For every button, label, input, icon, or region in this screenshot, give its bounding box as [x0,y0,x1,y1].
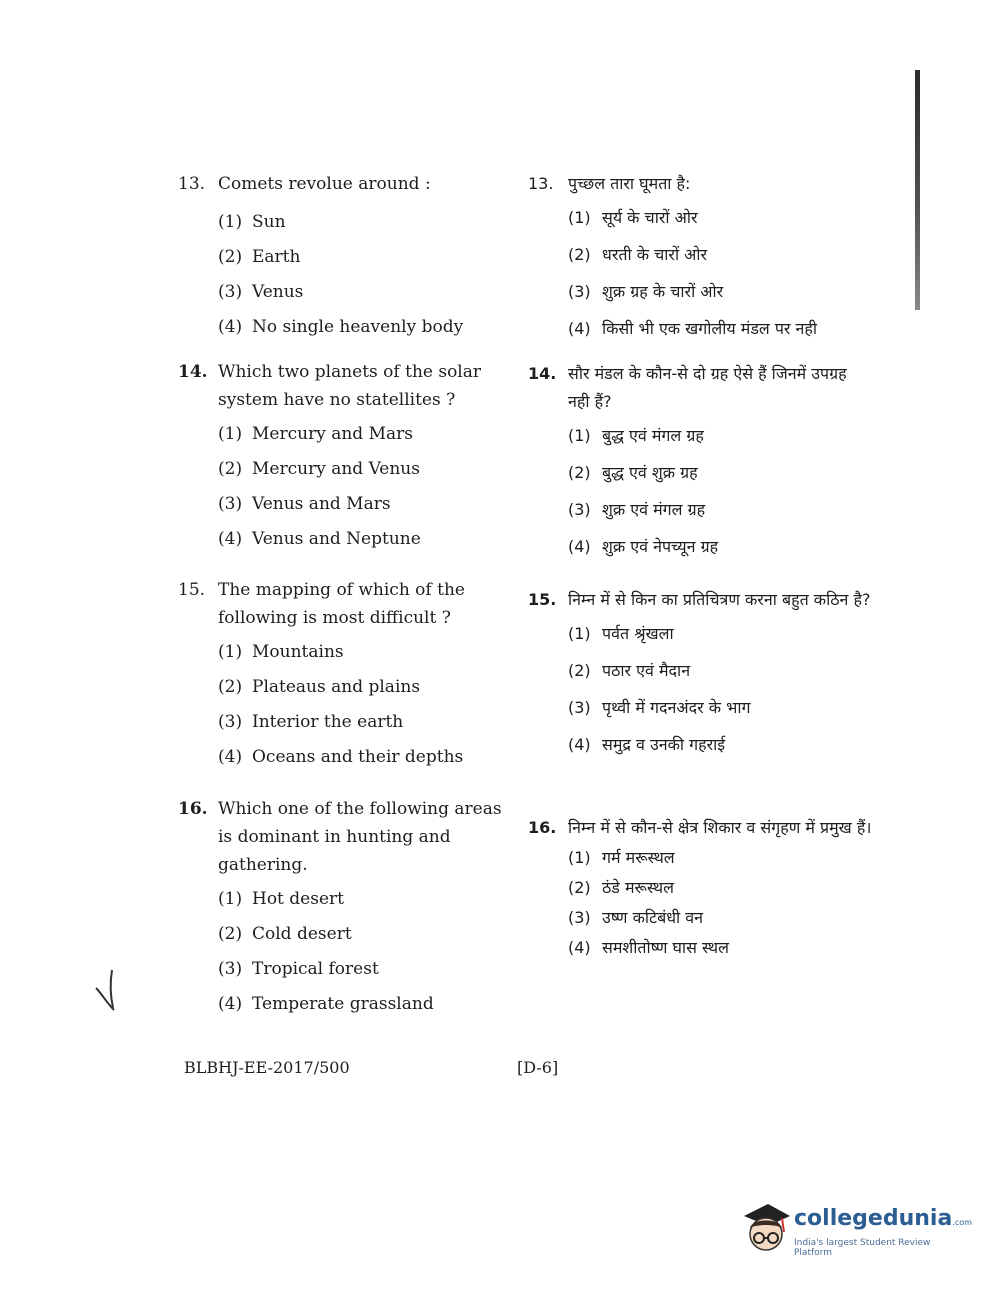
logo-tagline: India's largest Student Review Platform [794,1238,931,1258]
option: (3) पृथ्वी में गदनअंदर के भाग [568,698,751,717]
question-stem: Which one of the following areas is dominant in hunting and gathering. [218,799,502,875]
question-number: 15. [528,590,557,609]
question-stem: सौर मंडल के कौन-से दो ग्रह ऐसे हैं जिनमें उपग्रह नही हैं? [568,364,847,411]
question-number: 16. [528,818,557,837]
option: (3) उष्ण कटिबंधी वन [568,908,704,927]
option: (2) Cold desert [218,924,352,944]
question-number: 13. [178,174,206,194]
option: (3) शुक्र ग्रह के चारों ओर [568,282,724,301]
option: (3) Venus [218,282,304,302]
question-number: 15. [178,580,206,600]
question-stem: Which two planets of the solar system have no statellites ? [218,362,482,410]
option: (2) बुद्ध एवं शुक्र ग्रह [568,463,698,482]
option: (1) बुद्ध एवं मंगल ग्रह [568,426,704,445]
question-stem: Comets revolue around : [218,174,431,194]
option: (1) Mountains [218,642,344,662]
option: (3) Interior the earth [218,712,404,732]
question-stem: निम्न में से किन का प्रतिचित्रण करना बहुत कठिन है? [568,590,871,609]
option: (3) Tropical forest [218,959,379,979]
question-number: 16. [178,799,208,819]
question-number: 13. [528,174,554,193]
handwritten-mark [92,968,122,1014]
question-15-hi [528,586,873,768]
question-13-en [178,170,518,348]
question-stem: पुच्छल तारा घूमता है: [568,174,691,193]
question-stem: The mapping of which of the following is most difficult ? [218,580,465,628]
option: (4) किसी भी एक खगोलीय मंडल पर नही [568,319,818,338]
option: (1) पर्वत श्रृंखला [568,624,674,643]
collegedunia-logo [738,1198,972,1260]
option: (2) ठंडे मरूस्थल [568,878,674,897]
option: (2) Earth [218,247,301,267]
option: (4) शुक्र एवं नेपच्यून ग्रह [568,537,719,556]
option: (1) गर्म मरूस्थल [568,848,675,867]
option: (2) धरती के चारों ओर [568,245,708,264]
mascot-icon [738,1198,792,1258]
logo-wordmark: collegedunia.com [794,1206,972,1231]
option: (4) समशीतोष्ण घास स्थल [568,938,729,957]
question-number: 14. [528,364,557,383]
option: (2) Plateaus and plains [218,677,421,697]
option: (2) Mercury and Venus [218,459,420,479]
question-number: 14. [178,362,208,382]
option: (4) No single heavenly body [218,317,464,337]
page-code: [D-6] [517,1058,559,1077]
question-15-en [178,576,518,778]
question-13-hi [528,170,873,352]
option: (4) समुद्र व उनकी गहराई [568,735,726,754]
question-14-hi [528,360,873,570]
question-14-en [178,358,518,560]
option: (4) Oceans and their depths [218,747,464,767]
option: (1) Sun [218,212,286,232]
option: (1) Hot desert [218,889,344,909]
option: (4) Temperate grassland [218,994,434,1014]
option: (4) Venus and Neptune [218,529,421,549]
question-stem: निम्न में से कौन-से क्षेत्र शिकार व संगृहण में प्रमुख हैं। [568,818,872,837]
option: (1) Mercury and Mars [218,424,413,444]
option: (2) पठार एवं मैदान [568,661,691,680]
option: (3) शुक्र एवं मंगल ग्रह [568,500,706,519]
option: (3) Venus and Mars [218,494,391,514]
paper-code: BLBHJ-EE-2017/500 [184,1058,350,1077]
scan-edge-mark [915,70,920,310]
question-16-en [178,795,518,1025]
option: (1) सूर्य के चारों ओर [568,208,698,227]
question-16-hi [528,814,873,964]
